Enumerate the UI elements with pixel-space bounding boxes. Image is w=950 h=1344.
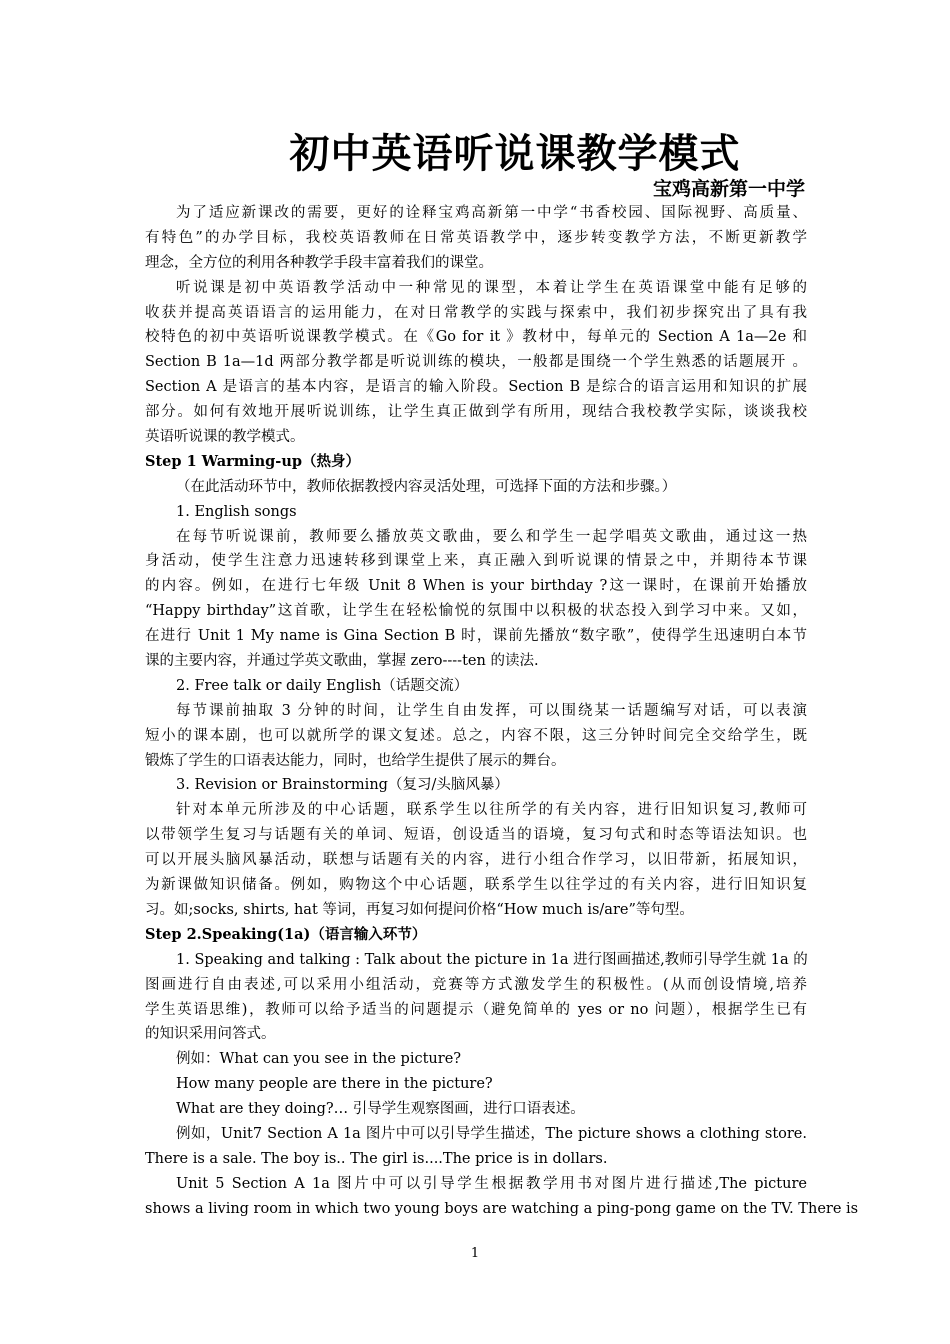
text-line: 学生英语思维)，教师可以给予适当的问题提示（避免简单的 yes or no 问题），根据学生已有 [145, 1001, 807, 1018]
text-line: 1. English songs [176, 503, 297, 520]
document-body [145, 201, 859, 1222]
text-line: 课的主要内容，并通过学英文歌曲，掌握 zero----ten 的读法. [145, 653, 539, 670]
text-line: 例如，Unit7 Section A 1a 图片中可以引导学生描述，The picture shows a clothing store. [176, 1125, 807, 1142]
text-line: 英语听说课的教学模式。 [145, 429, 305, 446]
text-line: How many people are there in the picture? [176, 1076, 493, 1093]
text-line: 1. Speaking and talking : Talk about the picture in 1a 进行图画描述,教师引导学生就 1a 的 [176, 951, 808, 968]
school-name: 宝鸡高新第一中学 [652, 178, 805, 200]
text-line: 每节课前抽取 3 分钟的时间，让学生自由发挥，可以围绕某一话题编写对话，可以表演 [176, 702, 807, 719]
text-line: 在每节听说课前，教师要么播放英文歌曲，要么和学生一起学唱英文歌曲，通过这一热 [176, 528, 807, 545]
text-line: 听说课是初中英语教学活动中一种常见的课型，本着让学生在英语课堂中能有足够的 [176, 279, 807, 296]
text-line: Section B 1a—1d 两部分教学都是听说训练的模块，一般都是围绕一个学生熟悉的话题展开 。 [145, 354, 807, 371]
text-line: 为了适应新课改的需要，更好的诠释宝鸡高新第一中学“书香校园、国际视野、高质量、 [176, 205, 807, 221]
text-line: 有特色”的办学目标，我校英语教师在日常英语教学中，逐步转变教学方法，不断更新教学 [145, 229, 807, 246]
text-line: 理念，全方位的利用各种教学手段丰富着我们的课堂。 [145, 254, 493, 271]
text-line: 收获并提高英语语言的运用能力，在对日常教学的实践与探索中，我们初步探究出了具有我 [145, 304, 807, 321]
text-line: 短小的课本剧，也可以就所学的课文复述。总之，内容不限，这三分钟时间完全交给学生，既 [145, 727, 807, 744]
text-line: 图画进行自由表述,可以采用小组活动，竞赛等方式激发学生的积极性。(从而创设情境,培养 [145, 976, 807, 993]
text-line: 3. Revision or Brainstorming（复习/头脑风暴） [176, 777, 509, 794]
section-heading: Step 2.Speaking(1a)（语言输入环节） [145, 925, 427, 943]
text-line: 身活动，使学生注意力迅速转移到课堂上来，真正融入到听说课的情景之中，并期待本节课 [145, 553, 807, 570]
text-line: 校特色的初中英语听说课教学模式。在《Go for it 》教材中，每单元的 Section A 1a—2e 和 [145, 329, 807, 346]
page-number: 1 [470, 1246, 480, 1261]
text-line: 以带领学生复习与话题有关的单词、短语，创设适当的语境，复习句式和时态等语法知识。也 [145, 827, 807, 844]
text-line: （在此活动环节中，教师依据教授内容灵活处理，可选择下面的方法和步骤。） [176, 478, 677, 495]
text-line: 习。如;socks, shirts, hat 等词，再复习如何提问价格“How much is/are”等句型。 [145, 901, 694, 918]
text-line: 2. Free talk or daily English（话题交流） [176, 677, 469, 694]
text-line: 针对本单元所涉及的中心话题，联系学生以往所学的有关内容，进行旧知识复习,教师可 [176, 802, 807, 819]
text-line: 的内容。例如，在进行七年级 Unit 8 When is your birthday ?这一课时，在课前开始播放 [145, 578, 807, 595]
text-line: 可以开展头脑风暴活动，联想与话题有关的内容，进行小组合作学习，以旧带新，拓展知识， [145, 852, 807, 869]
text-line: “Happy birthday”这首歌，让学生在轻松愉悦的氛围中以积极的状态投入到学习中来。又如， [145, 603, 807, 620]
text-line: shows a living room in which two young boys are watching a ping-pong game on the TV. There is [145, 1200, 859, 1217]
text-line: 的知识采用问答式。 [145, 1026, 276, 1043]
text-line: 部分。如何有效地开展听说训练，让学生真正做到学有所用，现结合我校教学实际，谈谈我校 [145, 404, 807, 421]
section-heading: Step 1 Warming-up（热身） [145, 452, 361, 470]
text-line: 在进行 Unit 1 My name is Gina Section B 时，课前先播放“数字歌”，使得学生迅速明白本节 [145, 628, 807, 645]
text-line: Section A 是语言的基本内容，是语言的输入阶段。Section B 是综合的语言运用和知识的扩展 [145, 379, 807, 396]
text-line: 例如：What can you see in the picture? [176, 1051, 462, 1068]
text-line: 锻炼了学生的口语表达能力，同时，也给学生提供了展示的舞台。 [145, 752, 566, 769]
text-line: There is a sale. The boy is.. The girl is....The price is in dollars. [145, 1150, 608, 1167]
text-line: 为新课做知识储备。例如，购物这个中心话题，联系学生以往学过的有关内容，进行旧知识复 [145, 877, 807, 894]
page-title: 初中英语听说课教学模式 [289, 131, 741, 177]
text-line: Unit 5 Section A 1a 图片中可以引导学生根据教学用书对图片进行描述,The picture [176, 1175, 807, 1192]
text-line: What are they doing?… 引导学生观察图画，进行口语表述。 [176, 1101, 585, 1118]
